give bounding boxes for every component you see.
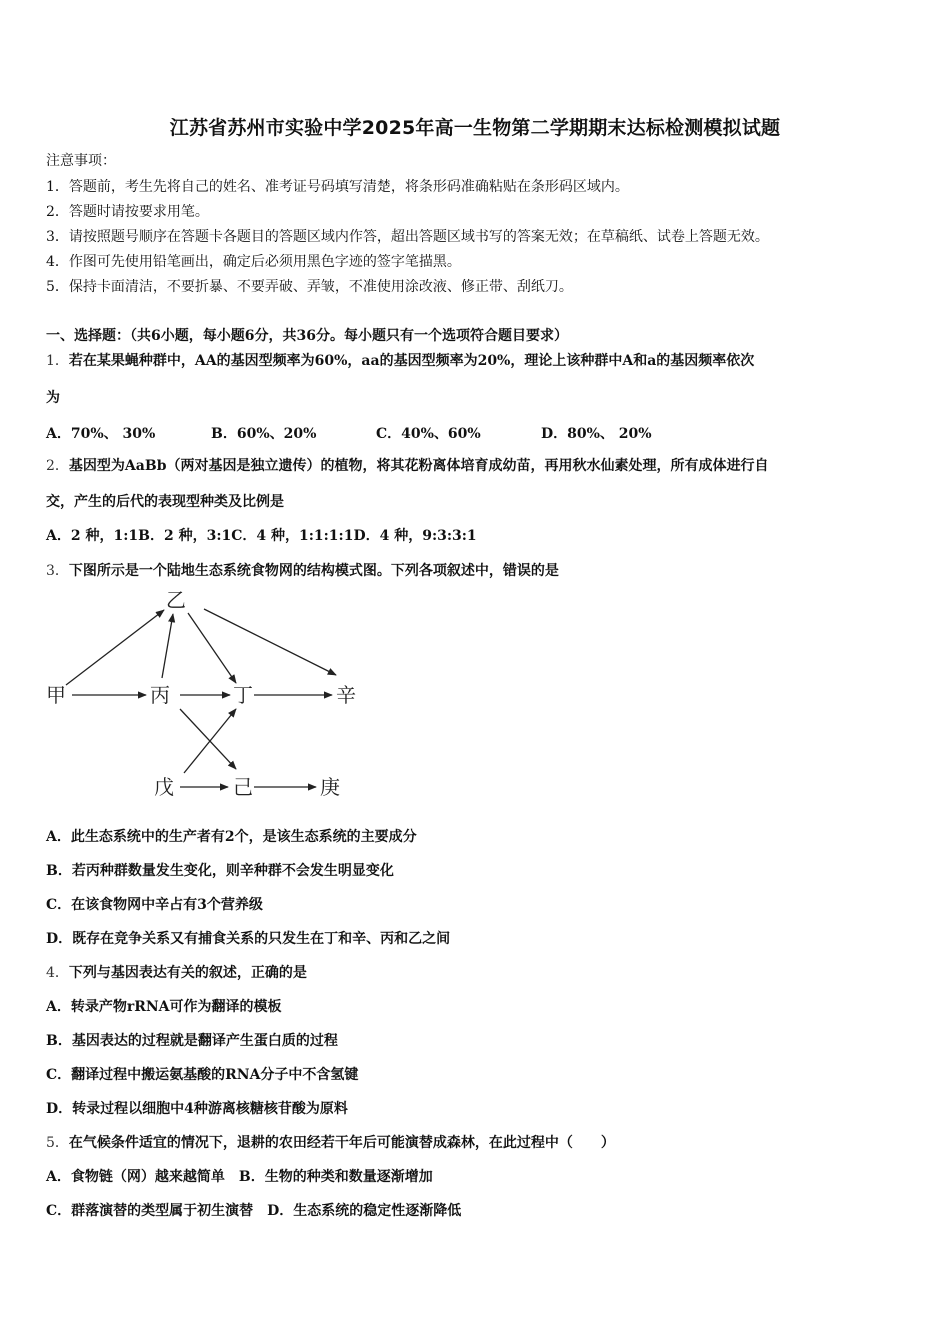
question-1-text-line1: 若在某果蝇种群中，AA的基因型频率为60%，aa的基因型频率为20%，理论上该种群中A和a的基因频率依次 xyxy=(68,353,755,369)
question-number: 3． xyxy=(46,563,69,579)
question-4-stem xyxy=(46,964,307,982)
node-bing: 丙 xyxy=(150,683,170,707)
notice-item: 5．保持卡面清洁，不要折暴、不要弄破、弄皱，不准使用涂改液、修正带、刮纸刀。 xyxy=(46,279,573,295)
question-3-option-b[interactable]: B．若丙种群数量发生变化，则辛种群不会发生明显变化 xyxy=(46,863,394,879)
question-1-stem xyxy=(46,352,754,370)
question-number: 1． xyxy=(46,353,69,369)
arrow-bing-yi xyxy=(162,614,173,678)
question-3-text: 下图所示是一个陆地生态系统食物网的结构模式图。下列各项叙述中，错误的是 xyxy=(68,563,559,579)
option-b[interactable]: B．60%、20% xyxy=(211,426,317,442)
option-d[interactable]: D．80%、 20% xyxy=(541,426,652,442)
question-2-text-line1: 基因型为AaBb（两对基因是独立遗传）的植物，将其花粉离体培育成幼苗，再用秋水仙素处理，所有成体进行自 xyxy=(68,458,769,474)
question-number: 2． xyxy=(46,458,69,474)
node-ding: 丁 xyxy=(233,683,253,707)
question-5-stem xyxy=(46,1134,615,1152)
question-4-option-c[interactable]: C．翻译过程中搬运氨基酸的RNA分子中不含氢键 xyxy=(46,1067,359,1083)
option-a[interactable]: A．70%、 30% xyxy=(46,426,156,442)
question-4-option-d[interactable]: D．转录过程以细胞中4种游离核糖核苷酸为原料 xyxy=(46,1101,348,1117)
question-number: 5． xyxy=(46,1135,69,1151)
notice-item: 2．答题时请按要求用笔。 xyxy=(46,204,209,220)
option-c[interactable]: C．40%、60% xyxy=(376,426,481,442)
node-geng: 庚 xyxy=(320,775,340,799)
question-4-option-a[interactable]: A．转录产物rRNA可作为翻译的模板 xyxy=(46,999,282,1015)
question-3-option-d[interactable]: D．既存在竞争关系又有捕食关系的只发生在丁和辛、丙和乙之间 xyxy=(46,931,451,947)
notice-item: 1．答题前，考生先将自己的姓名、准考证号码填写清楚，将条形码准确粘贴在条形码区域内。 xyxy=(46,179,629,195)
notice-item: 4．作图可先使用铅笔画出，确定后必须用黑色字迹的签字笔描黑。 xyxy=(46,254,461,270)
section-heading: 一、选择题：（共6小题，每小题6分，共36分。每小题只有一个选项符合题目要求） xyxy=(46,328,568,344)
question-3-option-c[interactable]: C．在该食物网中辛占有3个营养级 xyxy=(46,897,263,913)
question-5-options-cd[interactable]: C．群落演替的类型属于初生演替 D．生态系统的稳定性逐渐降低 xyxy=(46,1203,462,1219)
question-3-stem xyxy=(46,562,559,580)
question-2-text-line2: 交，产生的后代的表现型种类及比例是 xyxy=(46,494,284,510)
question-1-text-line2: 为 xyxy=(46,390,60,406)
arrow-jia-yi xyxy=(66,610,164,685)
node-ji: 己 xyxy=(233,775,253,799)
question-2-stem xyxy=(46,457,768,475)
arrow-bing-ji xyxy=(180,709,236,769)
food-web-diagram xyxy=(40,585,370,810)
notice-item: 3．请按照题号顺序在答题卡各题目的答题区域内作答，超出答题区域书写的答案无效；在草稿纸、试卷上答题无效。 xyxy=(46,229,769,245)
question-5-text: 在气候条件适宜的情况下，退耕的农田经若干年后可能演替成森林，在此过程中（ ） xyxy=(68,1135,615,1151)
node-xin: 辛 xyxy=(336,683,356,707)
page-title: 江苏省苏州市实验中学2025年高一生物第二学期期末达标检测模拟试题 xyxy=(169,117,781,139)
arrow-yi-ding xyxy=(188,613,236,683)
question-2-options[interactable]: A．2 种，1:1B．2 种，3:1C．4 种，1:1:1:1D．4 种，9:3:3:1 xyxy=(46,528,477,544)
notice-heading: 注意事项： xyxy=(46,153,116,169)
question-3-option-a[interactable]: A．此生态系统中的生产者有2个，是该生态系统的主要成分 xyxy=(46,829,417,845)
question-number: 4． xyxy=(46,965,69,981)
question-4-text: 下列与基因表达有关的叙述，正确的是 xyxy=(68,965,307,981)
node-yi: 乙 xyxy=(166,588,186,612)
arrow-wu-ding xyxy=(184,709,236,773)
node-jia: 甲 xyxy=(46,683,66,707)
node-wu: 戊 xyxy=(154,775,174,799)
question-4-option-b[interactable]: B．基因表达的过程就是翻译产生蛋白质的过程 xyxy=(46,1033,338,1049)
question-5-options-ab[interactable]: A．食物链（网）越来越简单 B．生物的种类和数量逐渐增加 xyxy=(46,1169,433,1185)
question-1-options xyxy=(46,423,652,443)
